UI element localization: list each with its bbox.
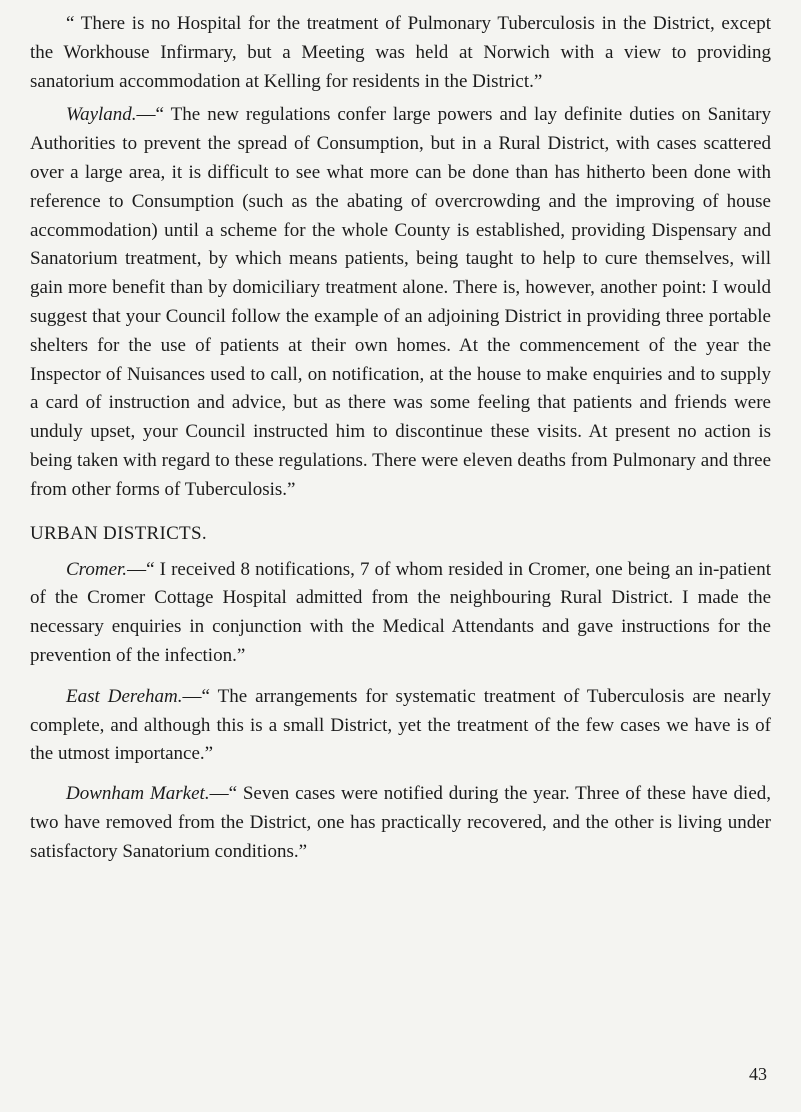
paragraph-cromer <box>30 556 771 671</box>
paragraph-hospital <box>30 10 771 96</box>
paragraph-text: —“ I received 8 notifications, 7 of whom resided in Cromer, one being an in-patient of the Cromer Cottage Hospital admitted from the neighbouring Rural District. I made the necessary enquiries in conjunction with the Medical Attendants and gave instructions for the prevention of the infection.” <box>30 558 771 666</box>
district-name: East Dereham. <box>66 685 183 707</box>
district-name: Cromer. <box>66 558 128 580</box>
document-page <box>30 10 771 867</box>
paragraph-text: —“ The new regulations confer large powers and lay definite duties on Sanitary Authorities to prevent the spread of Consumption, but in a Rural District, with cases scattered over a large area, it is difficult to see what more can be done than has hitherto been done with reference to Consumption (such as the abating of overcrowding and the improving of house accommodation) until a scheme for the whole County is established, providing Dispensary and Sanatorium treatment, by which means patients, being taught to help to cure themselves, will gain more benefit than by domiciliary treatment alone. There is, however, another point: I would suggest that your Council follow the example of an adjoining District in providing three portable shelters for the use of patients at their own homes. At the commencement of the year the Inspector of Nuisances used to call, on notification, at the house to make enquiries and to supply a card of instruction and advice, but as there was some feeling that patients and friends were unduly upset, your Council instructed him to discontinue these visits. At present no action is being taken with regard to these regulations. There were eleven deaths from Pulmonary and three from other forms of Tuberculosis.” <box>30 104 771 500</box>
paragraph-wayland <box>30 101 771 504</box>
paragraph-east-dereham <box>30 683 771 769</box>
district-name: Wayland. <box>66 104 137 126</box>
paragraph-text: —“ Seven cases were notified during the year. Three of these have died, two have removed from the District, one has practically recovered, and the other is living under satisfactory Sanatorium conditions.” <box>30 783 772 862</box>
district-name: Downham Market. <box>66 783 210 805</box>
section-heading: URBAN DISTRICTS. <box>30 522 207 544</box>
page-number: 43 <box>749 1064 767 1084</box>
paragraph-text: —“ The arrangements for systematic treatment of Tuberculosis are nearly complete, and although this is a small District, yet the treatment of the few cases we have is of the utmost importance.” <box>30 685 771 765</box>
paragraph-downham-market <box>30 780 771 866</box>
paragraph-text: “ There is no Hospital for the treatment of Pulmonary Tuberculosis in the District, except the Workhouse Infirmary, but a Meeting was held at Norwich with a view to providing sanatorium accommodation at Kelling for residents in the District.” <box>30 13 771 92</box>
